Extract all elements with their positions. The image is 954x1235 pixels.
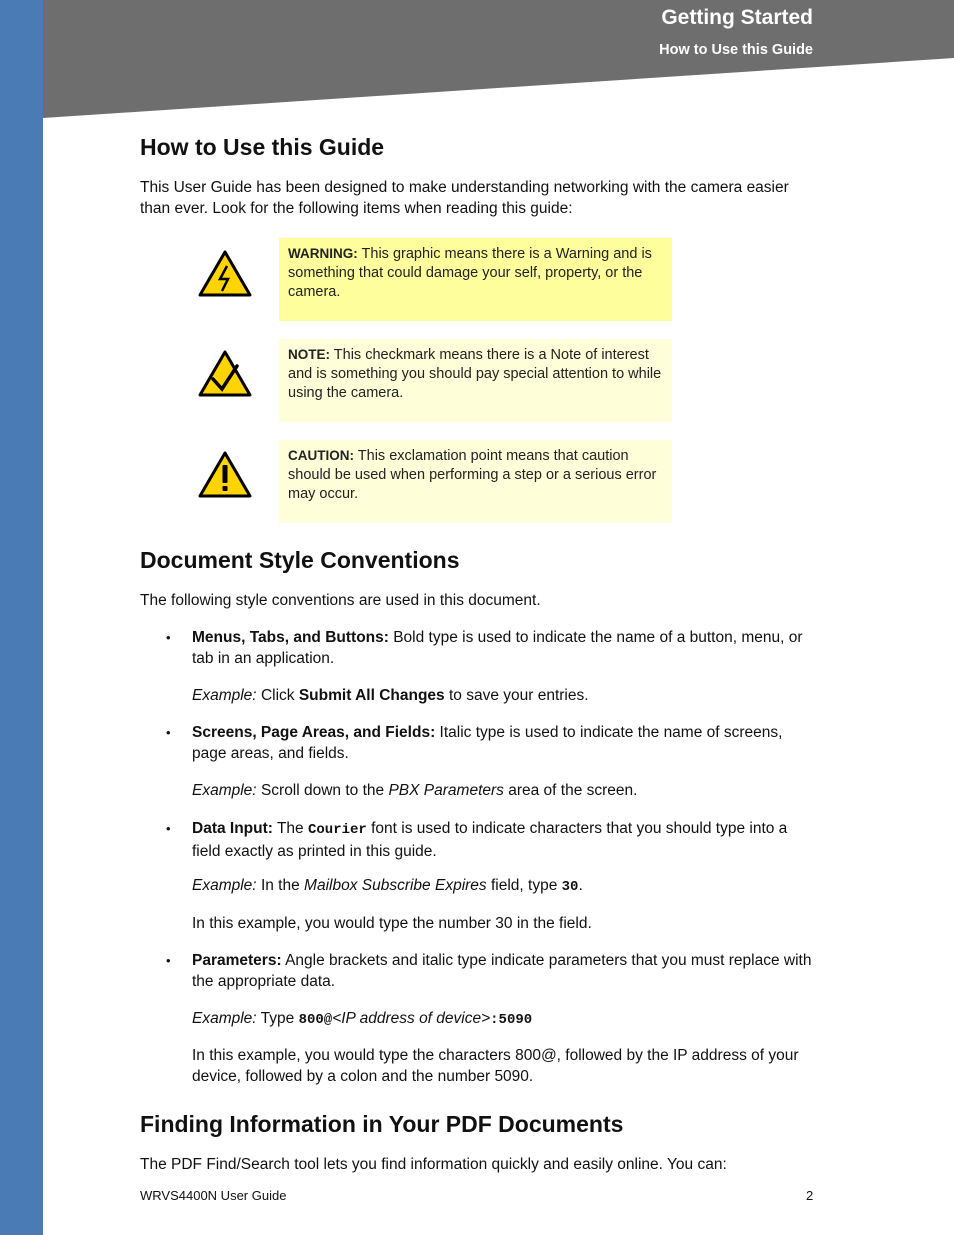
intro-paragraph xyxy=(140,177,820,219)
item-label: Parameters: xyxy=(192,952,282,969)
section-title-how-to: How to Use this Guide xyxy=(140,134,385,160)
section-title-finding: Finding Information in Your PDF Documents xyxy=(140,1111,624,1137)
item-label: Data Input: xyxy=(192,820,273,837)
example-label: Example: xyxy=(192,877,257,894)
warning-electric-icon xyxy=(198,249,252,297)
footer-guide-name: WRVS4400N User Guide xyxy=(140,1188,287,1203)
example-bold-text: Submit All Changes xyxy=(298,687,445,704)
warning-text: This graphic means there is a Warning and is something that could damage your self, property, or the camera. xyxy=(288,246,652,300)
data-input-explanation: In this example, you would type the number 30 in the field. xyxy=(192,915,592,932)
section-title-conventions: Document Style Conventions xyxy=(140,547,460,573)
conventions-intro: The following style conventions are used in this document. xyxy=(140,592,541,609)
example-label: Example: xyxy=(192,782,257,799)
intro-line-2: than ever. Look for the following items when reading this guide: xyxy=(140,200,573,217)
courier-sample: Courier xyxy=(308,822,367,838)
example-italic-text: PBX Parameters xyxy=(388,782,504,799)
item-label: Screens, Page Areas, and Fields: xyxy=(192,724,436,741)
caution-text: This exclamation point means that caution should be used when performing a step or a serious error may occur. xyxy=(288,448,657,502)
convention-data-input: Data Input: The Courier font is used to indicate characters that you should type into a field exactly as printed in this guide. xyxy=(192,820,788,860)
parameters-explanation: In this example, you would type the characters 800@, followed by the IP address of your device, followed by a colon and the number 5090. xyxy=(192,1047,799,1085)
example-parameters: Example: Type 800@<IP address of device>:5090 xyxy=(192,1010,533,1028)
example-label: Example: xyxy=(192,687,257,704)
item-text: Italic type is used to indicate the name of screens, page areas, and fields. xyxy=(192,724,783,762)
note-notice xyxy=(279,339,672,422)
caution-notice xyxy=(279,440,672,523)
convention-menus xyxy=(192,627,814,669)
example-menus: Example: Click Submit All Changes to save your entries. xyxy=(192,687,589,704)
exclamation-icon xyxy=(198,450,252,498)
header-banner xyxy=(43,0,954,125)
convention-parameters xyxy=(192,950,814,992)
item-text: Bold type is used to indicate the name of a button, menu, or tab in an application. xyxy=(192,629,803,667)
convention-screens xyxy=(192,722,814,764)
example-data-input: Example: In the Mailbox Subscribe Expires field, type 30. xyxy=(192,877,583,895)
item-label: Menus, Tabs, and Buttons: xyxy=(192,629,389,646)
example-italic-text: Mailbox Subscribe Expires xyxy=(304,877,487,894)
bullet: • xyxy=(166,630,171,645)
note-label: NOTE: xyxy=(288,347,330,362)
example-mono-text: 30 xyxy=(561,879,579,895)
warning-notice xyxy=(279,238,672,321)
intro-line-1: This User Guide has been designed to make understanding networking with the camera easier xyxy=(140,179,789,196)
bullet: • xyxy=(166,821,171,836)
checkmark-icon xyxy=(198,349,252,397)
example-mono-text: 800@ xyxy=(298,1012,333,1028)
bullet: • xyxy=(166,725,171,740)
example-label: Example: xyxy=(192,1010,257,1027)
item-text: Angle brackets and italic type indicate parameters that you must replace with the appropriate data. xyxy=(192,952,812,990)
example-italic-text: <IP address of device> xyxy=(332,1010,491,1027)
finding-intro: The PDF Find/Search tool lets you find information quickly and easily online. You can: xyxy=(140,1156,727,1173)
header-subtitle: How to Use this Guide xyxy=(659,42,813,58)
header-title: Getting Started xyxy=(661,6,813,29)
example-screens: Example: Scroll down to the PBX Parameters area of the screen. xyxy=(192,782,638,799)
left-sidebar-stripe xyxy=(0,0,43,1235)
bullet: • xyxy=(166,953,171,968)
example-mono-text: :5090 xyxy=(490,1012,533,1028)
caution-label: CAUTION: xyxy=(288,448,354,463)
warning-label: WARNING: xyxy=(288,246,358,261)
note-text: This checkmark means there is a Note of interest and is something you should pay special attention to while using the camera. xyxy=(288,347,662,401)
footer-page-number: 2 xyxy=(806,1188,814,1203)
